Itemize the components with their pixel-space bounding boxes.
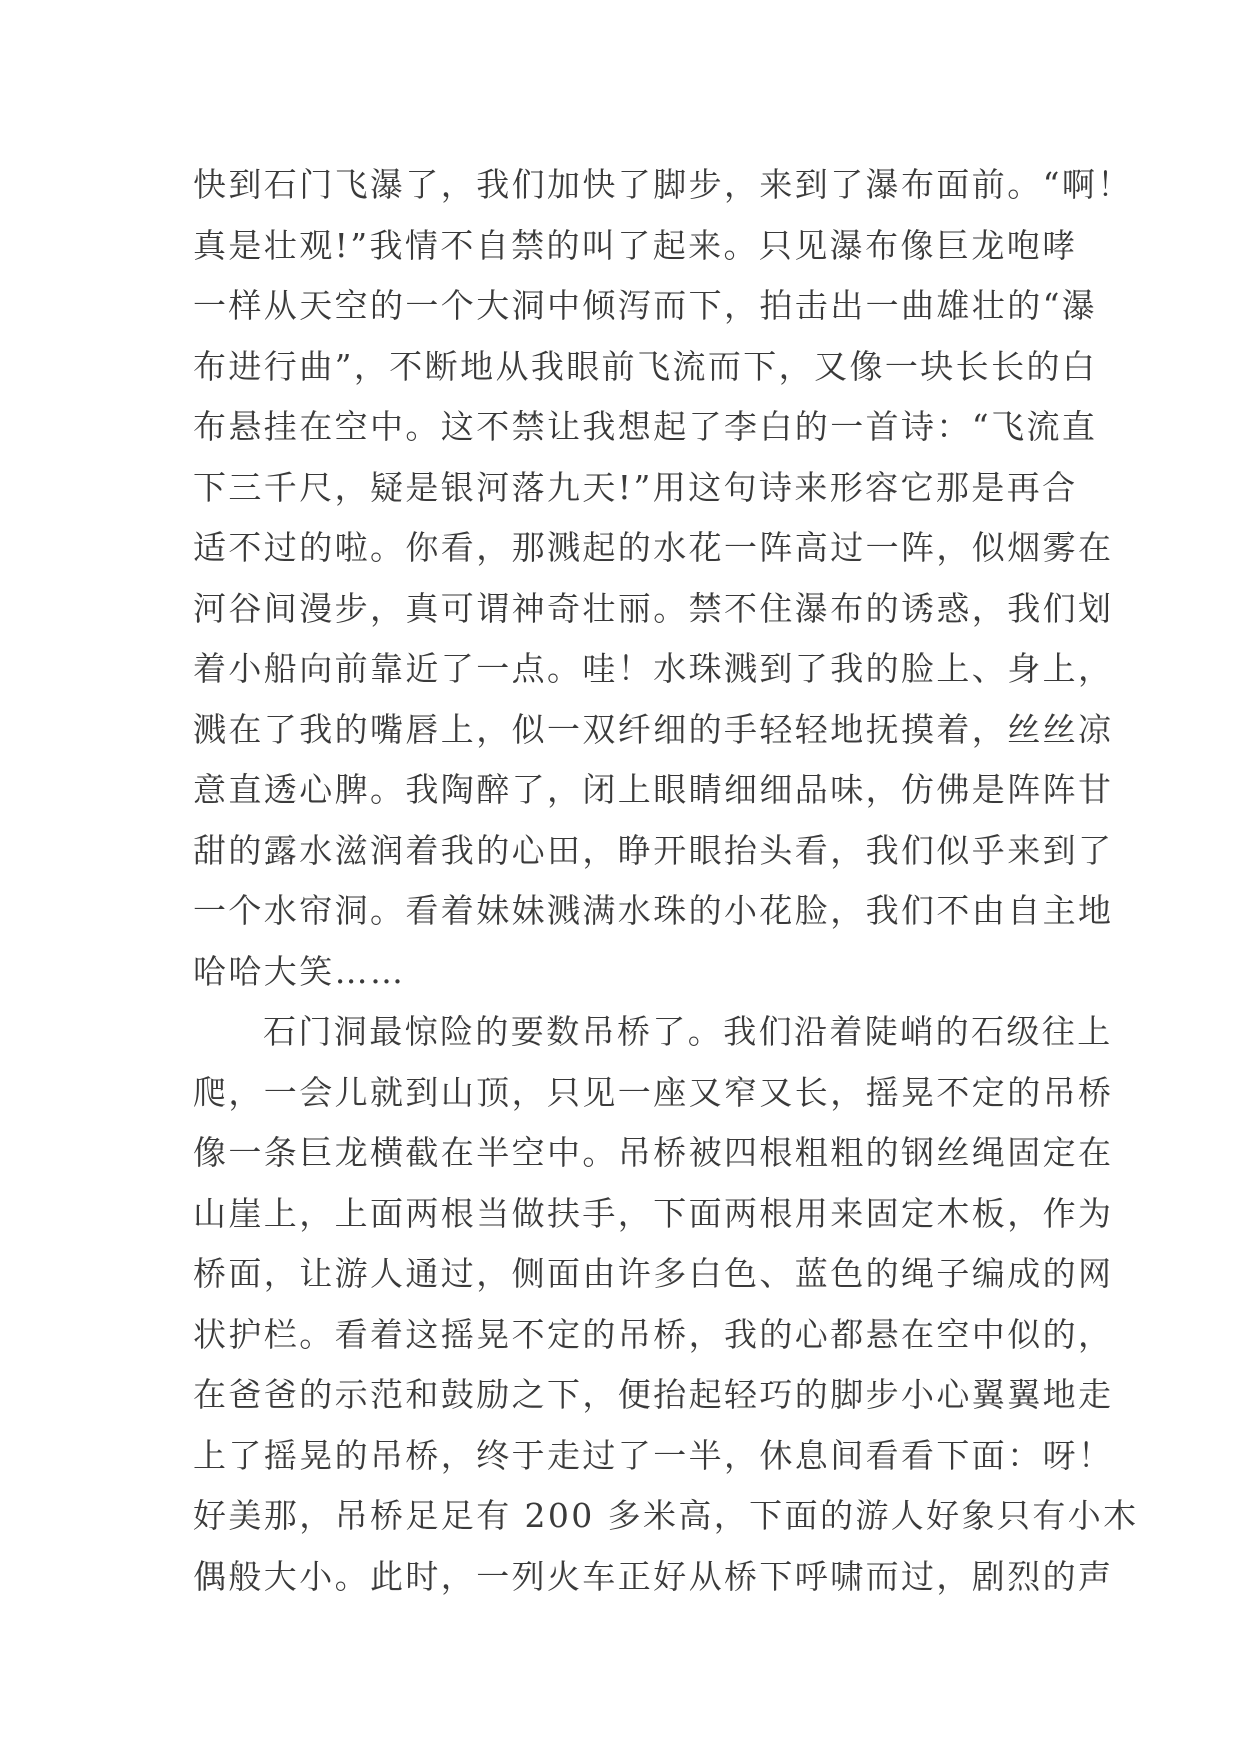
text-line: 溅在了我的嘴唇上，似一双纤细的手轻轻地抚摸着，丝丝凉 (193, 709, 1114, 749)
text-line: 适不过的啦。你看，那溅起的水花一阵高过一阵，似烟雾在 (193, 528, 1114, 567)
body-text (193, 155, 1139, 1607)
text-line: 像一条巨龙横截在半空中。吊桥被四根粗粗的钢丝绳固定在 (193, 1133, 1114, 1172)
text-line: 山崖上，上面两根当做扶手，下面两根用来固定木板，作为 (193, 1193, 1114, 1233)
text-line: 着小船向前靠近了一点。哇！水珠溅到了我的脸上、身上， (193, 649, 1114, 688)
text-line: 意直透心脾。我陶醉了，闭上眼睛细细品味，仿佛是阵阵甘 (193, 770, 1114, 809)
text-line: 真是壮观!”我情不自禁的叫了起来。只见瀑布像巨龙咆哮 (193, 225, 1078, 265)
text-line: 状护栏。看着这摇晃不定的吊桥，我的心都悬在空中似的， (193, 1314, 1114, 1354)
text-line: 石门洞最惊险的要数吊桥了。我们沿着陡峭的石级往上 (263, 1012, 1113, 1051)
text-line: 河谷间漫步，真可谓神奇壮丽。禁不住瀑布的诱惑，我们划 (193, 588, 1114, 628)
text-line: 一样从天空的一个大洞中倾泻而下，拍击出一曲雄壮的“瀑 (193, 286, 1098, 325)
text-line: 哈哈大笑…… (193, 951, 406, 991)
text-line: 在爸爸的示范和鼓励之下，便抬起轻巧的脚步小心翼翼地走 (193, 1375, 1114, 1414)
text-line: 布进行曲”，不断地从我眼前飞流而下，又像一块长长的白 (193, 346, 1098, 386)
text-line: 一个水帘洞。看着妹妹溅满水珠的小花脸，我们不由自主地 (193, 891, 1114, 930)
text-line: 好美那，吊桥足足有 200 多米高，下面的游人好象只有小木 (193, 1496, 1139, 1535)
text-line: 偶般大小。此时，一列火车正好从桥下呼啸而过，剧烈的声 (193, 1556, 1114, 1596)
text-line: 甜的露水滋润着我的心田，睁开眼抬头看，我们似乎来到了 (193, 830, 1114, 870)
text-line: 布悬挂在空中。这不禁让我想起了李白的一首诗：“飞流直 (193, 407, 1098, 446)
text-line: 下三千尺，疑是银河落九天!”用这句诗来形容它那是再合 (193, 467, 1078, 507)
text-line: 上了摇晃的吊桥，终于走过了一半，休息间看看下面：呀！ (193, 1435, 1114, 1475)
text-line: 快到石门飞瀑了，我们加快了脚步，来到了瀑布面前。“啊！ (193, 165, 1133, 204)
text-line: 桥面，让游人通过，侧面由许多白色、蓝色的绳子编成的网 (193, 1254, 1114, 1293)
text-line: 爬，一会儿就到山顶，只见一座又窄又长，摇晃不定的吊桥 (193, 1072, 1114, 1112)
